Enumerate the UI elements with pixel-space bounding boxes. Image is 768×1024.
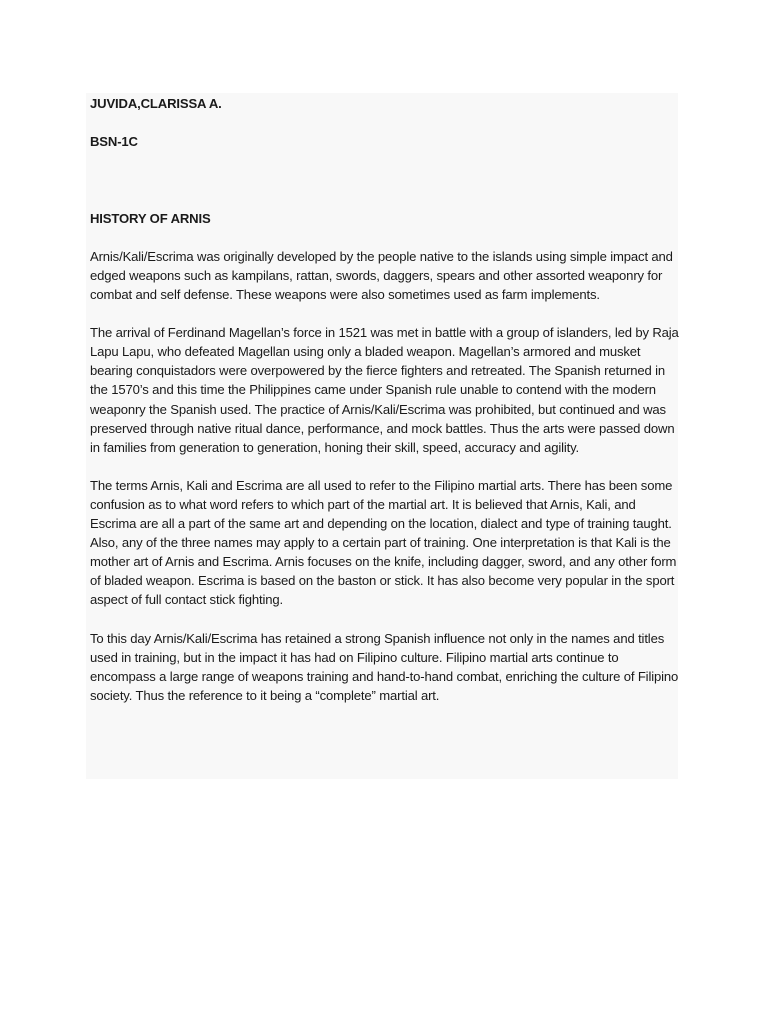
paragraph-influence: To this day Arnis/Kali/Escrima has retained a strong Spanish influence not only in the names and titles used in training, but in the impact it has had on Filipino culture. Filipino martial arts continue to encompass a large range of weapons training and hand-to-hand combat, enriching the culture of Filipino society. Thus the reference to it being a “complete” martial art.	[90, 630, 679, 703]
spacer	[90, 151, 680, 208]
paragraph-origins: Arnis/Kali/Escrima was originally developed by the people native to the islands using simple impact and edged weapons such as kampilans, rattan, swords, daggers, spears and other assorted weaponry for combat and self defense. These weapons were also sometimes used as farm implements.	[90, 248, 673, 302]
paragraph-terms: The terms Arnis, Kali and Escrima are all used to refer to the Filipino martial arts. There has been some confusion as to what word refers to which part of the martial art. It is believed that Arnis, Kali, and Escrima are all a part of the same art and depending on the location, dialect and type of training taught. Also, any of the three names may apply to a certain part of training. One interpretation is that Kali is the mother art of Arnis and Escrima. Arnis focuses on the knife, including dagger, sword, and any other form of bladed weapon. Escrima is based on the baston or stick. It has also become very popular in the sport aspect of full contact stick fighting.	[90, 477, 677, 608]
author-name: JUVIDA,CLARISSA A.	[90, 96, 222, 111]
document-title: HISTORY OF ARNIS	[90, 210, 211, 226]
spacer	[90, 113, 680, 132]
spacer	[90, 304, 680, 323]
spacer	[90, 610, 680, 629]
document-body	[90, 94, 680, 705]
spacer	[90, 228, 680, 247]
paragraph-spanish-era: The arrival of Ferdinand Magellan’s force in 1521 was met in battle with a group of islanders, led by Raja Lapu Lapu, who defeated Magellan using only a bladed weapon. Magellan’s armored and musket bearing conquistadors were overpowered by the fierce fighters and retreated. The Spanish returned in the 1570’s and this time the Philippines came under Spanish rule unable to contend with the modern weaponry the Spanish used. The practice of Arnis/Kali/Escrima was prohibited, but continued and was preserved through native ritual dance, performance, and mock battles. Thus the arts were passed down in families from generation to generation, honing their skill, speed, accuracy and agility.	[90, 325, 679, 455]
spacer	[90, 457, 680, 476]
course-section: BSN-1C	[90, 134, 138, 150]
